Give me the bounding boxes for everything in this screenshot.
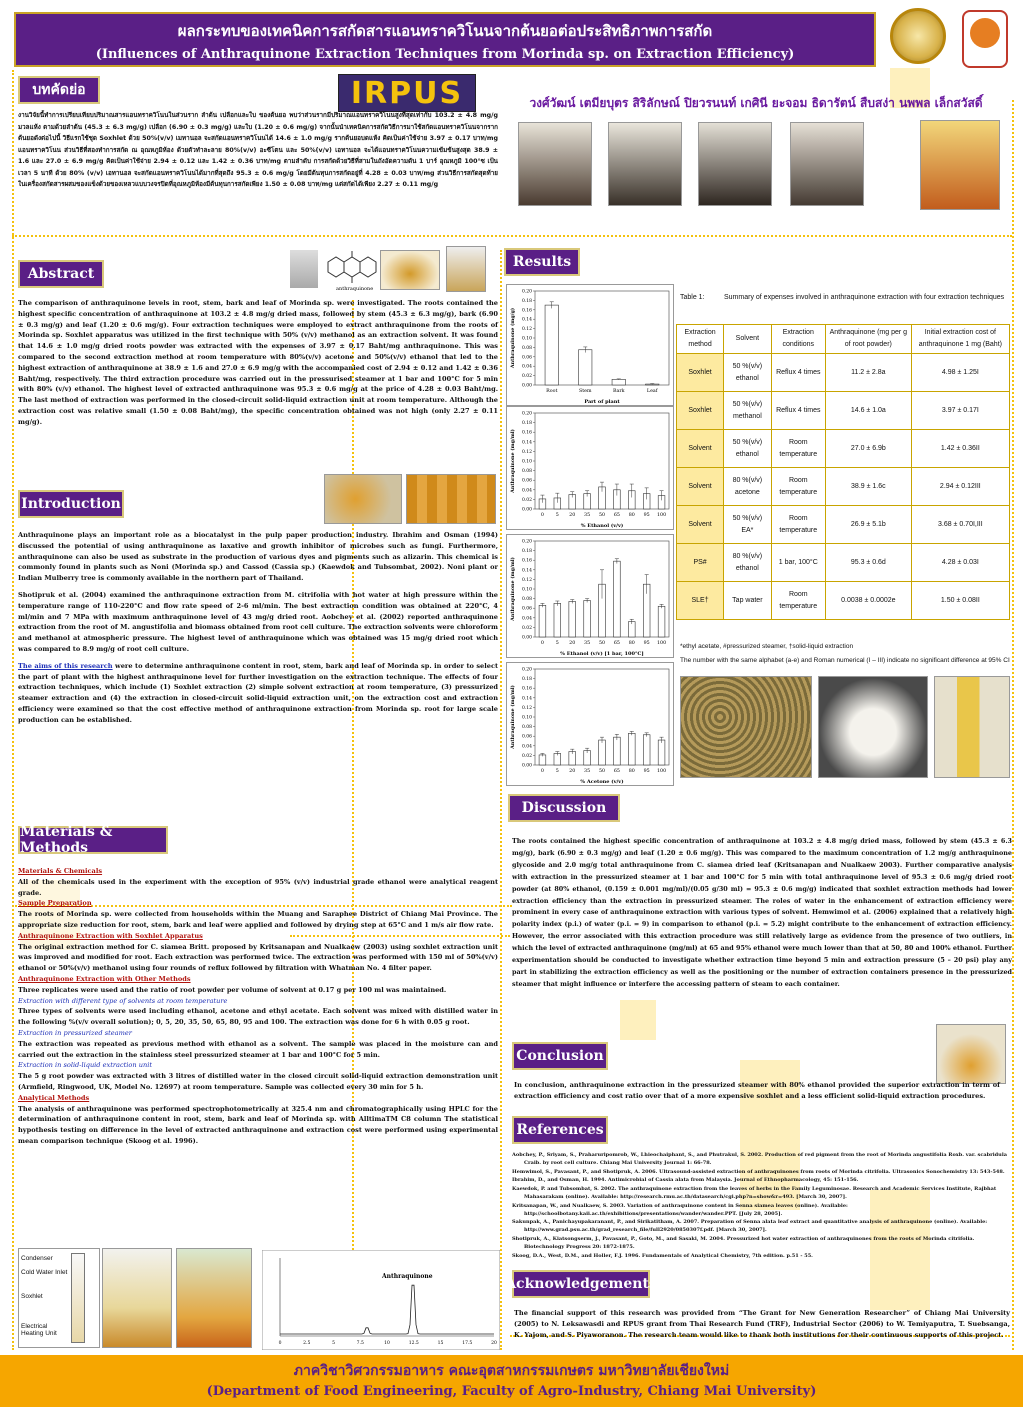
x-tick-label: 80 xyxy=(628,769,635,774)
methods-paragraph: The extraction was repeated as previous method with ethanol as a solvent. The sample was placed in the moisture can and carried out the extraction in the stainless steel pressurized steamer at 1 bar and 100°C for 5 min. xyxy=(18,1039,498,1059)
x-tick-label: 95 xyxy=(643,769,650,774)
table-cell: 38.9 ± 1.6c xyxy=(825,468,911,506)
hplc-x-tick-label: 15 xyxy=(437,1341,444,1346)
table-row xyxy=(677,392,1010,430)
y-tick-label: 0.04 xyxy=(521,744,532,750)
y-tick-label: 0.12 xyxy=(521,449,532,455)
university-seal-logo xyxy=(890,8,946,64)
y-tick-label: 0.06 xyxy=(521,478,532,484)
irpus-logo: IRPUS xyxy=(338,74,476,112)
y-tick-label: 0.16 xyxy=(521,430,532,436)
y-tick-label: 0.14 xyxy=(521,568,532,574)
y-tick-label: 0.04 xyxy=(521,488,532,494)
section-heading-references: References xyxy=(512,1116,608,1144)
footer-english: (Department of Food Engineering, Faculty of Agro-Industry, Chiang Mai University) xyxy=(206,1384,817,1399)
y-tick-label: 0.18 xyxy=(521,421,532,427)
x-tick-label: 0 xyxy=(540,641,544,646)
y-tick-label: 0.12 xyxy=(521,705,532,711)
x-tick-label: 5 xyxy=(555,641,559,646)
x-tick-label: 80 xyxy=(628,513,635,518)
hplc-x-tick-label: 17.5 xyxy=(462,1341,473,1346)
methods-paragraph: All of the chemicals used in the experiment with the exception of 95% (v/v) industrial grade ethanol were analytical reagent grade. xyxy=(18,877,498,897)
y-tick-label: 0.02 xyxy=(521,625,532,631)
methods-paragraph: Three types of solvents were used including ethanol, acetone and ethyl acetate. Each solvent was mixed with distilled water in the following %(v/v overall solution); 0, 5, 20, 35, 50, 65, 80, 95 and 100. The extraction was done for 6 h with 0.05 g root. xyxy=(18,1007,498,1027)
y-tick-label: 0.16 xyxy=(521,558,532,564)
methods-heading: Anthraquinone Extraction with Other Methods xyxy=(18,974,191,983)
table-caption xyxy=(680,290,1010,306)
x-tick-label: 0 xyxy=(540,769,544,774)
conclusion-photo xyxy=(936,1024,1006,1084)
reference-item: Sakunpak, A., Panichayupakaranant, P., and Sirikatitham, A. 2007. Preparation of Senna alata leaf extract and quantitative analysis of anthraquinone (online). Available: http://www.grad.psu.ac.th/grad_research_file/full2920/0850307f.pdf. [March 30, 2007]. xyxy=(512,1219,988,1234)
dotted-line xyxy=(1012,100,1014,1350)
x-tick-label: 20 xyxy=(569,769,576,774)
table-cell: Room temperature xyxy=(771,430,825,468)
methods-paragraph: The analysis of anthraquinone was performed spectrophotometrically at 325.4 nm and chromatographically using HPLC for the determination of anthraquinone content in root, stem, bark and leaf of Morinda sp. with AlltimaTM C8 column The statistical hypothesis testing on difference in the level of extracted anthraquinone and extraction cost were performed using experimental mean comparison technique (Skoog et al. 1996). xyxy=(18,1104,498,1145)
table-cell: 50 %(v/v) EA* xyxy=(724,506,771,544)
methods-text xyxy=(18,866,498,1241)
methods-heading: Anthraquinone Extraction with Soxhlet Apparatus xyxy=(18,931,203,940)
discussion-text: The roots contained the highest specific concentration of anthraquinone at 103.2 ± 4.8 mg/g dried mass, followed by stem (45.3 ± 6.3 mg/g), bark (6.90 ± 0.3 mg/g) and leaf (1.20 ± 0.6 mg/g). This was compared to the maximum concentration of 1.2 mg/g anthraquinone glycoside and 2.0 mg/g total anthraquinone from C. siamea dried leaf (Kritsanapan and Nualkaew 2003). Further comparative analysis with extraction in the pressurized steamer at 1 bar and 100°C for 5 min with total anthraquinone level of 95.3 ± 0.6 mg/g dried root powder (at 80% ethanol, (0.159 ± 0.001 mg/ml)/(0.05 g/30 ml) = 95.3 ± 0.6 mg/g) indicated that soxhlet extraction methods had lower extraction efficiency than the extraction in pressurized steamer. The roles of water in the enhancement of extraction efficiency were prominent in every case of anthraquinone extraction with various types of solvent. Hemwimol et al. (2006) explained that a relatively high polarity index (p.i.) of water (p.i. = 9) in comparison to ethanol (p.i. = 5.2) might contribute to the enhancement of extraction efficiency. However, the error associated with this extraction procedure was still relatively large as evidence from the presence of two outliers, in which the level of extracted anthraquinone (mg/ml) at 65 and 95% ethanol were much lower than that at 50, 80 and 100% ethanol. Further experimentation should be conducted to investigate whether extraction time beyond 5 min and extraction pressure (5 – 20 psi) play any part in stabilizing the extraction efficiency as well as the positioning or the number of extraction containers presence in the pressurized steamer that might influence or interfere the accessing pattern of steam to each container. xyxy=(512,837,1012,988)
bar xyxy=(569,601,576,637)
table-cell: Solvent xyxy=(677,506,724,544)
x-tick-label: 20 xyxy=(569,641,576,646)
table-cell: Solvent xyxy=(677,430,724,468)
y-tick-label: 0.06 xyxy=(521,355,532,361)
table-cell: 27.0 ± 6.9b xyxy=(825,430,911,468)
x-tick-label: 100 xyxy=(656,769,667,774)
bar-chart-ethanol xyxy=(506,406,674,530)
table-header-cell: Solvent xyxy=(724,325,771,354)
table-cell: 3.68 ± 0.70I,III xyxy=(911,506,1009,544)
table-cell: 80 %(v/v) acetone xyxy=(724,468,771,506)
bar xyxy=(628,733,635,765)
bar xyxy=(539,755,546,765)
soxhlet-apparatus-diagram xyxy=(18,1248,100,1348)
bar xyxy=(579,350,592,385)
author-photo xyxy=(790,122,864,206)
y-tick-label: 0.00 xyxy=(521,635,532,641)
bar xyxy=(554,603,561,637)
table-header-cell: Anthraquinone (mg per g of root powder) xyxy=(825,325,911,354)
table-header-cell: Extraction method xyxy=(677,325,724,354)
bar-chart-acetone xyxy=(506,662,674,786)
bar-chart-ethanol-pressurized xyxy=(506,534,674,658)
section-heading-introduction: Introduction xyxy=(18,490,124,518)
section-heading-results: Results xyxy=(504,248,580,276)
y-tick-label: 0.10 xyxy=(521,336,532,342)
y-axis-label: Anthraquinone (mg/g) xyxy=(510,307,516,369)
bar xyxy=(599,740,606,765)
y-tick-label: 0.10 xyxy=(521,715,532,721)
y-tick-label: 0.00 xyxy=(521,763,532,769)
abstract-thai-text: งานวิจัยนี้ทำการเปรียบเทียบปริมาณสารแอนทราควิโนนในส่วนราก ลำต้น เปลือกและใบ ของต้นยอ พบว่าส่วนรากมีปริมาณแอนทราควิโนนสูงที่สุดเท่ากับ 103.2 ± 4.8 mg/g มวลแห้ง ตามด้วยลำต้น (45.3 ± 6.3 mg/g) เปลือก (6.90 ± 0.3 mg/g) และใบ (1.20 ± 0.6 mg/g) จากนั้นนำเทคนิคการสกัดวิธีการมาใช้สกัดแอนทราควิโนนจากรากต้นยอดังต่อไปนี้ วิธีแรกใช้ชุด Soxhlet ด้วย 50%(v/v) เมทานอล จะสกัดแอนทราควิโนนได้ 14.6 ± 1.0 mg/g รากต้นยอบดแห้ง คิดเป็นค่าใช้จ่าย 3.97 ± 0.17 บาท/mg แอนทราควิโนน ส่วนวิธีที่สองทำการสกัด ณ อุณหภูมิห้อง ด้วยตัวทำละลาย 80%(v/v) อะซีโตน และ 50%(v/v) เอทานอล จะได้แอนทราควิโนนความเข้มข้นสูงสุด 38.9 ± 1.6 และ 27.0 ± 6.9 mg/g คิดเป็นค่าใช้จ่าย 2.94 ± 0.12 และ 1.42 ± 0.36 บาท/mg ตามลำดับ การสกัดด้วยวิธีที่สามในถังอัดความดัน 1 บาร์ อุณหภูมิ 100°ซ เป็นเวลา 5 นาที ด้วย 80% (v/v) เอทานอล จะสกัดแอนทราควิโนนได้มากที่สุดถึง 95.3 ± 0.6 mg/g โดยมีต้นทุนการสกัดอยู่ที่ 4.28 ± 0.03 บาท/mg ส่วนวิธีการสกัดสุดท้ายในเครื่องสกัดสารผสมของแข็งด้วยของเหลวแบบวงจรปิดที่อุณหภูมิห้องมีต้นทุนการสกัดเพียง 1.50 ± 0.08 บาท/mg แต่สกัดได้เพียง 2.27 ± 0.11 mg/g xyxy=(18,112,498,188)
table-cell: 1 bar, 100°C xyxy=(771,544,825,582)
x-tick-label: 35 xyxy=(584,769,591,774)
y-tick-label: 0.14 xyxy=(521,317,532,323)
methods-paragraph: The roots of Morinda sp. were collected from households within the Muang and Saraphee District of Chiang Mai Province. The appropriate size reduction for root, stem, bark and leaf were applied and followed by drying step at 65°C and 1 m/s air flow rate. xyxy=(18,910,498,929)
y-tick-label: 0.20 xyxy=(521,539,532,545)
title-english: (Influences of Anthraquinone Extraction Techniques from Morinda sp. on Extraction Efficiency) xyxy=(95,47,795,62)
apparatus-label: Soxhlet xyxy=(21,1293,43,1300)
x-tick-label: 65 xyxy=(613,513,620,518)
poster-header xyxy=(14,12,876,67)
table-row xyxy=(677,354,1010,392)
table-cell: Room temperature xyxy=(771,506,825,544)
y-tick-label: 0.10 xyxy=(521,587,532,593)
y-tick-label: 0.04 xyxy=(521,616,532,622)
hplc-chromatogram xyxy=(262,1250,500,1350)
faculty-logo xyxy=(962,10,1008,68)
x-tick-label: 35 xyxy=(584,641,591,646)
abstract-text: The comparison of anthraquinone levels in root, stem, bark and leaf of Morinda sp. were investigated. The roots contained the highest specific concentration of anthraquinone at 103.2 ± 4.8 mg/g dried mass, followed by stem (45.3 ± 6.3 mg/g), bark (6.90 ± 0.3 mg/g) and leaf (1.20 ± 0.6 mg/g). Four extraction techniques were employed to extract anthraquinone from the roots of Morinda sp. Soxhlet apparatus was utilized in the first technique with 50% (v/v) methanol as an extraction solvent. It was found that 14.6 ± 1.0 mg/g dried roots powder was extracted with the expenses of 3.97 ± 0.17 Baht/mg anthraquinone. This was compared to the second extraction method at room temperature with 80%(v/v) acetone and 50%(v/v) ethanol that led to the highest extraction of anthraquinone at 38.9 ± 1.6 and 27.0 ± 6.9 mg/g with the accompanied cost of 2.94 ± 0.12 and 1.42 ± 0.36 Baht/mg, respectively. The third extraction procedure was carried out in the pressurised steamer at 1 bar and 100°C for 5 min with 80% (v/v) ethanol. The highest level of extracted anthraquinone was 95.3 ± 0.6 mg/g at the price of 4.28 ± 0.03 Baht/mg. The last method of extraction was performed in the closed-circuit solid-liquid extraction unit at room temperature. Although the extraction cost was relative small (1.50 ± 0.08 Baht/mg), the specific concentration obtained was not high (only 2.27 ± 0.11 mg/g). xyxy=(18,299,498,426)
y-tick-label: 0.08 xyxy=(521,345,532,351)
y-tick-label: 0.00 xyxy=(521,383,532,389)
y-tick-label: 0.18 xyxy=(521,677,532,683)
aims-link: The aims of this research xyxy=(18,661,113,670)
x-tick-label: 0 xyxy=(540,513,544,518)
acknowledgements-text: The financial support of this research was provided from “The Grant for New Generation Researcher” of Chiang Mai University (2005) to N. Leksawasdi and RPUS grant from Thai Research Fund (TRF), Industrial Sector (2006) to W. Temiyaputra, T. Suebsanga, K. Yajom, and S. Piyaworanon. The research team would like to thank both institutions for their continuous supports of this project. xyxy=(514,1309,1010,1339)
table-cell: 2.94 ± 0.12III xyxy=(911,468,1009,506)
methods-heading: Analytical Methods xyxy=(18,1093,90,1102)
x-tick-label: Root xyxy=(546,389,558,394)
dotted-line xyxy=(500,250,502,1350)
x-tick-label: 50 xyxy=(598,513,606,518)
table-cell: Soxhlet xyxy=(677,354,724,392)
y-axis-label: Anthraquinone (mg/ml) xyxy=(510,429,516,493)
table-caption-text: Summary of expenses involved in anthraquinone extraction with four extraction techniques xyxy=(724,294,1005,301)
section-heading-abstract-th: บทคัดย่อ xyxy=(18,76,100,104)
apparatus-label: Electrical Heating Unit xyxy=(21,1323,57,1337)
x-axis-label: % Ethanol (v/v) xyxy=(580,523,624,529)
y-tick-label: 0.02 xyxy=(521,374,532,380)
bar-chart-plant-parts xyxy=(506,284,674,406)
table-caption-label: Table 1: xyxy=(680,294,705,301)
y-tick-label: 0.16 xyxy=(521,308,532,314)
x-axis-label: % Ethanol (v/v) [1 bar, 100°C] xyxy=(560,651,644,657)
table-cell: 50 %(v/v) methanol xyxy=(724,392,771,430)
table-cell: 1.42 ± 0.36II xyxy=(911,430,1009,468)
table-cell: 50 %(v/v) ethanol xyxy=(724,430,771,468)
table-footnote: The number with the same alphabet (a-e) and Roman numerical (I – III) indicate no significant difference at 95% CI xyxy=(680,657,1010,664)
y-tick-label: 0.18 xyxy=(521,298,532,304)
reference-item: Ibrahim, D., and Osman, H. 1994. Antimicrobial of Cassia alata from Malaysia. Journal of Ethnopharmacology, 45: 151-156. xyxy=(512,1177,859,1184)
table-cell: 80 %(v/v) ethanol xyxy=(724,544,771,582)
reference-item: Kaewdok, P. and Tubsombat, S. 2002. The anthraquinone extraction from the leaves of herbs in the Family Leguminosae. Research and Academic Services Institute, Rajbhat Mahasarakam (online). Available: http://research.rmu.ac.th/datasearch/cgi.php?n=show&r=493. [March 30, 2007]. xyxy=(512,1186,997,1200)
structure-label: anthraquinone xyxy=(336,286,374,292)
table-cell: 3.97 ± 0.17I xyxy=(911,392,1009,430)
intro-paragraph-2: Shotipruk et al. (2004) examined the anthraquinone extraction from M. citrifolia with hot water at high pressure within the temperature range of 110-220°C and flow rate speed of 2-6 ml/min. The best extraction condition was obtained at 220°C, 4 ml/min and 7 MPa with maximum anthraquinone level of 43 mg/g dried root. Aobchey et al. (2002) reported anthraquinone extraction from the root of M. angustifolia and biomass obtained from root cell culture. The extraction solvents were chloroform and methanol at atmospheric pressure. The highest level of anthraquinone which was obtained was 15 mg/g dried root which was compared to 8.9 mg/g of root cell culture. xyxy=(18,590,498,653)
y-tick-label: 0.16 xyxy=(521,686,532,692)
table-cell: PS# xyxy=(677,544,724,582)
bar xyxy=(584,601,591,637)
y-tick-label: 0.00 xyxy=(521,507,532,513)
y-tick-label: 0.12 xyxy=(521,327,532,333)
table-row xyxy=(677,468,1010,506)
section-heading-abstract: Abstract xyxy=(18,260,104,288)
extraction-photo xyxy=(176,1248,252,1348)
table-cell: 14.6 ± 1.0a xyxy=(825,392,911,430)
bar xyxy=(539,605,546,637)
section-heading-acknowledgements: Acknowledgements xyxy=(512,1270,650,1298)
references-list xyxy=(512,1152,1010,1262)
reference-item: Aobchey, P., Sriyam, S., Praharuripomrob, W., Lhieochaiphant, S., and Phutrakul, S. 2002. Production of red pigment from the root of Morinda angustifolia Roxb. var. scabridula Craib. by root cell culture. Chiang Mai University Journal 1: 66-78. xyxy=(512,1152,1007,1166)
extract-vial-photo xyxy=(934,676,1010,778)
root-slices-photo xyxy=(406,474,496,524)
y-tick-label: 0.10 xyxy=(521,459,532,465)
soxhlet-photo xyxy=(102,1248,172,1348)
sample-bag-photo xyxy=(818,676,928,778)
bar xyxy=(658,606,665,637)
table-row xyxy=(677,506,1010,544)
table-cell: 95.3 ± 0.6d xyxy=(825,544,911,582)
methods-paragraph: The 5 g root powder was extracted with 3 litres of distilled water in the closed circuit solid-liquid extraction demonstration unit (Armfield, Ringwood, UK, Model No. 12697) at room temperature. Sample was collected every 30 min for 5 h. xyxy=(18,1072,498,1091)
footer-thai: ภาควิชาวิศวกรรมอาหาร คณะอุตสาหกรรมเกษตร มหาวิทยาลัยเชียงใหม่ xyxy=(293,1363,730,1379)
x-tick-label: 50 xyxy=(598,769,606,774)
x-axis-label: % Acetone (v/v) xyxy=(580,779,624,785)
methods-subheading: Extraction with different type of solvents at room temperature xyxy=(18,996,228,1005)
table-row xyxy=(677,544,1010,582)
y-tick-label: 0.08 xyxy=(521,597,532,603)
y-tick-label: 0.08 xyxy=(521,469,532,475)
intro-paragraph-1: Anthraquinone plays an important role as a biocatalyst in the pulp paper production industry. Ibrahim and Osman (1994) discussed the potential of using anthraquinone as laxative and growth inhibitor of microbes such as fungi. Furthermore, anthraquinone can also be used as substrate in the production of various dyes and pigments such as alizarin. This chemical is commonly found in plants such as Noni (Morinda sp.) and Cassod (Cassia sp.) (Kaewdok and Tubsombat, 2002). Noni plant or Indian Mulberry tree is commonly available in the northern part of Thailand. xyxy=(18,531,498,583)
y-tick-label: 0.14 xyxy=(521,440,532,446)
reference-item: Skoog, D.A., West, D.M., and Holler, F.J. 1996. Fundamentals of Analytical Chemistry, 7th edition. p.51 - 55. xyxy=(512,1252,813,1259)
table-cell: 1.50 ± 0.08II xyxy=(911,582,1009,620)
anthraquinone-structure xyxy=(320,248,380,292)
y-tick-label: 0.08 xyxy=(521,725,532,731)
x-tick-label: Stem xyxy=(578,389,592,394)
table-row xyxy=(677,582,1010,620)
author-photo xyxy=(608,122,682,206)
bar xyxy=(614,561,621,637)
y-tick-label: 0.06 xyxy=(521,734,532,740)
y-axis-label: Anthraquinone (mg/ml) xyxy=(510,685,516,749)
table-cell: Reflux 4 times xyxy=(771,354,825,392)
x-tick-label: Leaf xyxy=(646,389,658,394)
methods-paragraph: Three replicates were used and the ratio of root powder per volume of solvent at 0.17 g per 100 ml was maintained. xyxy=(18,985,447,994)
x-axis-label: Part of plant xyxy=(584,399,620,405)
y-tick-label: 0.20 xyxy=(521,289,532,295)
table-cell: SLE† xyxy=(677,582,724,620)
y-tick-label: 0.14 xyxy=(521,696,532,702)
x-tick-label: Bark xyxy=(612,389,625,394)
x-tick-label: 95 xyxy=(643,513,650,518)
hplc-x-tick-label: 12.5 xyxy=(408,1341,419,1346)
x-tick-label: 80 xyxy=(628,641,635,646)
apparatus-label: Cold Water Inlet xyxy=(21,1269,68,1276)
hplc-x-tick-label: 2.5 xyxy=(303,1341,311,1346)
methods-subheading: Extraction in solid-liquid extraction unit xyxy=(18,1061,152,1070)
reference-item: Shotipruk, A., Kiatsongserm, J., Pavasant, P., Goto, M., and Sasaki, M. 2004. Pressurized hot water extraction of anthraquinones from the roots of Morinda citrifolia. Biotechnology Progress 20: 1872-1875. xyxy=(512,1235,975,1250)
table-header-cell: Initial extraction cost of anthraquinone 1 mg (Baht) xyxy=(911,325,1009,354)
author-photo xyxy=(920,120,1000,210)
apparatus-label: Condenser xyxy=(21,1255,53,1262)
table-cell: Reflux 4 times xyxy=(771,392,825,430)
hplc-x-tick-label: 0 xyxy=(278,1341,282,1346)
sample-photo xyxy=(290,250,318,288)
hplc-x-tick-label: 5 xyxy=(332,1341,335,1346)
section-heading-materials: Materials & Methods xyxy=(18,826,168,854)
dried-root-photo xyxy=(680,676,812,778)
table-cell: 50 %(v/v) ethanol xyxy=(724,354,771,392)
table-footnote: *ethyl acetate, #pressurized steamer, †solid-liquid extraction xyxy=(680,643,854,650)
y-tick-label: 0.02 xyxy=(521,753,532,759)
section-heading-conclusion: Conclusion xyxy=(512,1042,608,1070)
intro-paragraph-3 xyxy=(18,661,498,726)
x-tick-label: 65 xyxy=(613,769,620,774)
y-tick-label: 0.12 xyxy=(521,577,532,583)
hplc-x-tick-label: 10 xyxy=(384,1341,390,1346)
y-tick-label: 0.20 xyxy=(521,411,532,417)
y-tick-label: 0.02 xyxy=(521,497,532,503)
y-tick-label: 0.18 xyxy=(521,549,532,555)
x-tick-label: 50 xyxy=(598,641,606,646)
section-heading-discussion: Discussion xyxy=(508,794,620,822)
hplc-x-tick-label: 7.5 xyxy=(356,1341,364,1346)
reference-item: Hemwimol, S., Pavasant, P., and Shotipruk, A. 2006. Ultrasound-assisted extraction of anthraquinones from roots of Morinda citrifolia. Ultrasonics Sonochemistry 13: 543-548. xyxy=(512,1168,1005,1175)
table-cell: 0.0038 ± 0.0002e xyxy=(825,582,911,620)
x-tick-label: 95 xyxy=(643,641,650,646)
table-cell: 11.2 ± 2.8a xyxy=(825,354,911,392)
hplc-x-tick-label: 20 xyxy=(491,1341,497,1346)
extract-photo xyxy=(446,246,486,292)
table-cell: Solvent xyxy=(677,468,724,506)
x-tick-label: 100 xyxy=(656,641,667,646)
x-tick-label: 5 xyxy=(555,769,559,774)
x-tick-label: 65 xyxy=(613,641,620,646)
results-table xyxy=(676,324,1010,620)
x-tick-label: 20 xyxy=(569,513,576,518)
reference-item: Kritsanapan, W., and Nualkaew, S. 2003. Variation of anthraquinone content in Senna siamea leaves (online). Available: http://schoolbotany.kaii.ac.th/exhibitions/presentations/wander/wander.PPT. [July 28, 2005]. xyxy=(512,1202,848,1217)
y-tick-label: 0.06 xyxy=(521,606,532,612)
methods-heading: Sample Preparation xyxy=(18,899,92,908)
y-tick-label: 0.04 xyxy=(521,364,532,370)
conclusion-text: In conclusion, anthraquinone extraction in the pressurized steamer with 80% ethanol provided the superior extraction in term of extraction efficiency and cost ratio over that of a more expensive soxhlet and a less efficient solid-liquid extraction procedures. xyxy=(514,1081,1000,1100)
x-tick-label: 5 xyxy=(555,513,559,518)
methods-subheading: Extraction in pressurized steamer xyxy=(18,1028,132,1037)
x-tick-label: 35 xyxy=(584,513,591,518)
table-cell: Tap water xyxy=(724,582,771,620)
table-row xyxy=(677,430,1010,468)
introduction-text xyxy=(18,530,498,820)
extract-photo xyxy=(380,250,440,290)
dotted-line xyxy=(12,70,14,1350)
y-tick-label: 0.20 xyxy=(521,667,532,673)
table-header-cell: Extraction conditions xyxy=(771,325,825,354)
table-cell: 4.98 ± 1.25I xyxy=(911,354,1009,392)
table-cell: 4.28 ± 0.03I xyxy=(911,544,1009,582)
bar xyxy=(643,735,650,765)
y-axis-label: Anthraquinone (mg/ml) xyxy=(510,557,516,621)
poster-footer xyxy=(0,1355,1023,1407)
roots-photo xyxy=(324,474,402,524)
bar xyxy=(658,740,665,765)
title-thai: ผลกระทบของเทคนิคการสกัดสารแอนทราควิโนนจากต้นยอต่อประสิทธิภาพการสกัด xyxy=(177,22,713,40)
author-names: วงศ์วัฒน์ เตมียบุตร สิริลักษณ์ ปิยวรนนท์ เกศินี ยะจอม ธิดารัตน์ สืบสง่า นพพล เล็กสวัสดิ์ xyxy=(529,96,983,110)
intro-aims-text: were to determine anthraquinone content in root, stem, bark and leaf of Morinda sp. in order to select the part of plant with the highest anthraquinone level for further investigation on the extraction technique. The effects of four extraction techniques, which include (1) Soxhlet extraction (2) simple solvent extraction at room temperature, (3) pressurized steamer extraction and (4) the extraction in closed-circuit solid-liquid extraction unit, on the extraction cost and extraction efficiency were examined so that the cost effective method of anthraquinone extraction from Morinda sp. root for large scale production can be established. xyxy=(18,661,499,724)
methods-heading: Materials & Chemicals xyxy=(18,867,103,875)
hplc-peak-label: Anthraquinone xyxy=(382,1273,433,1280)
bar xyxy=(614,737,621,765)
table-cell: Room temperature xyxy=(771,582,825,620)
table-cell: Soxhlet xyxy=(677,392,724,430)
bar xyxy=(545,305,558,385)
bar xyxy=(612,379,625,385)
author-photo xyxy=(698,122,772,206)
methods-paragraph: The original extraction method for C. siamea Britt. proposed by Kritsanapan and Nualkaew (2003) using soxhlet extraction unit was improved and modified for root. Each extraction was performed twice. The extraction was performed with 150 ml of 50%(v/v) ethanol or 50%(v/v) methanol using four rounds of reflux followed by filtration with Whatman No. 4 filter paper. xyxy=(18,942,498,973)
x-tick-label: 100 xyxy=(656,513,667,518)
table-cell: 26.9 ± 5.1b xyxy=(825,506,911,544)
table-cell: Room temperature xyxy=(771,468,825,506)
author-photo xyxy=(518,122,592,206)
